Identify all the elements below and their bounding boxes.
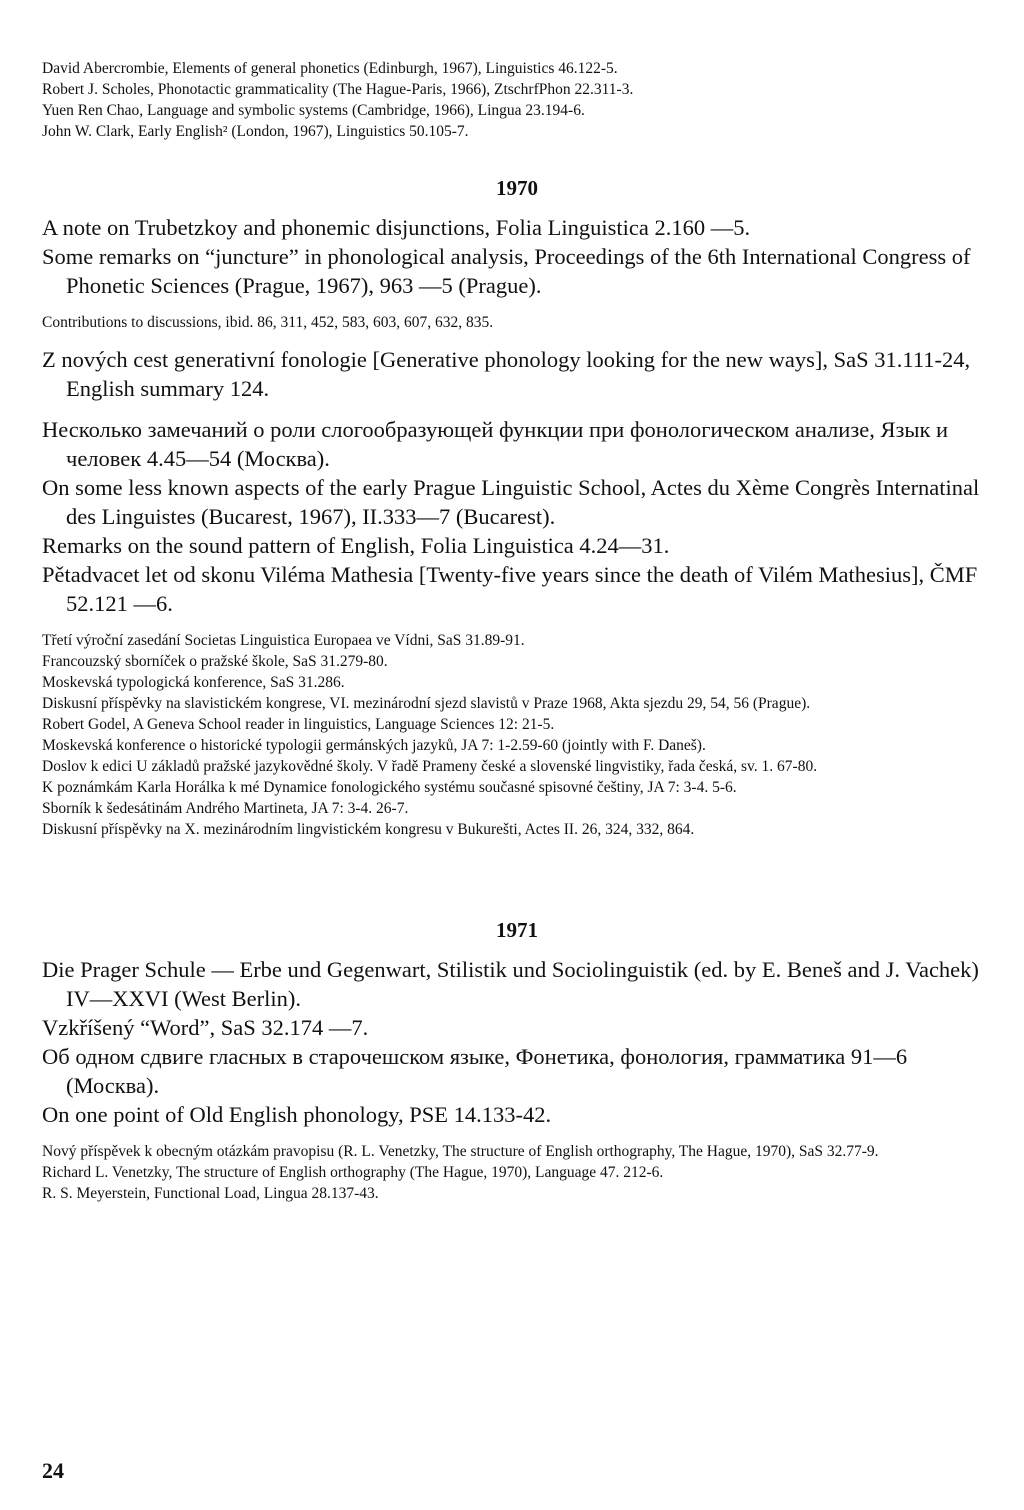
list-item: Robert Godel, A Geneva School reader in linguistics, Language Sciences 12: 21-5. [42,716,555,733]
section-1970 [42,176,992,840]
list-item: Nový příspěvek k obecným otázkám pravopisu (R. L. Venetzky, The structure of English orthography, The Hague, 1970), SaS 32.77-9. [42,1143,879,1160]
list-item: Francouzský sborníček o pražské škole, SaS 31.279-80. [42,653,388,670]
bibliography-page [42,58,992,1204]
list-item: Richard L. Venetzky, The structure of English orthography (The Hague, 1970), Language 47. 212-6. [42,1164,664,1181]
entry-group [42,630,992,840]
list-item: K poznámkám Karla Horálka k mé Dynamice fonologického systému současné spisovné češtiny, JA 7: 3-4. 5-6. [42,779,737,796]
list-item: John W. Clark, Early English² (London, 1967), Linguistics 50.105-7. [42,123,469,140]
list-item: Vzkříšený “Word”, SaS 32.174 —7. [42,1015,369,1040]
entry-group [42,415,992,618]
list-item: On one point of Old English phonology, PSE 14.133-42. [42,1102,552,1127]
list-item: Robert J. Scholes, Phonotactic grammaticality (The Hague-Paris, 1966), ZtschrfPhon 22.311-3. [42,81,634,98]
year-heading: 1971 [496,918,538,942]
list-item: Yuen Ren Chao, Language and symbolic systems (Cambridge, 1966), Lingua 23.194-6. [42,102,585,119]
entry-group [42,1141,992,1204]
list-item: Moskevská konference o historické typologii germánských jazyků, JA 7: 1-2.59-60 (jointly with F. Daneš). [42,737,706,754]
list-item: A note on Trubetzkoy and phonemic disjunctions, Folia Linguistica 2.160 —5. [42,215,751,240]
entry-group [42,312,992,333]
entry-group [42,345,992,403]
list-item: Doslov k edici U základů pražské jazykovědné školy. V řadě Prameny české a slovenské lingvistiky, řada česká, sv. 1. 67-80. [42,758,818,775]
list-item: Contributions to discussions, ibid. 86, 311, 452, 583, 603, 607, 632, 835. [42,314,494,331]
list-item: On some less known aspects of the early Prague Linguistic School, Actes du Xème Congrès Internatinal des Linguistes (Bucarest, 1967), II.333—7 (Bucarest). [42,475,980,529]
page-number: 24 [42,1458,64,1483]
list-item: Z nových cest generativní fonologie [Generative phonology looking for the new ways], SaS 31.111-24, English summary 124. [42,347,971,401]
section-1971 [42,918,992,1204]
list-item: Třetí výroční zasedání Societas Linguistica Europaea ve Vídni, SaS 31.89-91. [42,632,525,649]
list-item: Die Prager Schule — Erbe und Gegenwart, Stilistik und Sociolinguistik (ed. by E. Beneš and J. Vachek) IV—XXVI (West Berlin). [42,957,979,1011]
list-item: Diskusní příspěvky na X. mezinárodním lingvistickém kongresu v Bukurešti, Actes II. 26, 324, 332, 864. [42,821,695,838]
list-item: Pětadvacet let od skonu Viléma Mathesia [Twenty-five years since the death of Vilém Mathesius], ČMF 52.121 —6. [42,562,978,616]
list-item: Sborník k šedesátinám Andrého Martineta, JA 7: 3-4. 26-7. [42,800,409,817]
list-item: Об одном сдвигe гласных в старочешском языке, Фонетика, фонология, грамматика 91—6 (Москва). [42,1044,908,1098]
list-item: Remarks on the sound pattern of English, Folia Linguistica 4.24—31. [42,533,670,558]
list-item: Diskusní příspěvky na slavistickém kongrese, VI. mezinárodní sjezd slavistů v Praze 1968, Akta sjezdu 29, 54, 56 (Prague). [42,695,811,712]
list-item: David Abercrombie, Elements of general phonetics (Edinburgh, 1967), Linguistics 46.122-5. [42,60,618,77]
list-item: Moskevská typologická konference, SaS 31.286. [42,674,345,691]
list-item: Some remarks on “juncture” in phonological analysis, Proceedings of the 6th International Congress of Phonetic Sciences (Prague, 1967), 963 —5 (Prague). [42,244,971,298]
list-item: R. S. Meyerstein, Functional Load, Lingua 28.137-43. [42,1185,379,1202]
entry-group [42,955,992,1129]
top-entries [42,58,992,142]
year-heading: 1970 [496,176,538,200]
entry-group [42,213,992,300]
list-item: Несколько замечаний о роли слогообразующей функции при фонологическом анализе, Язык и человек 4.45—54 (Москва). [42,417,949,471]
